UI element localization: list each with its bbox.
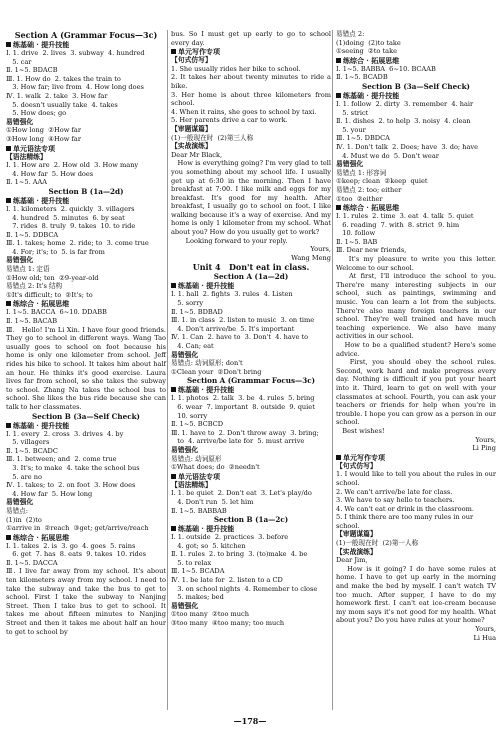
column-divider	[332, 30, 333, 710]
paragraph: How is it going? I do have some rules at home. I have to get up early in the morning and make the bed by myself. I can't watch TV too much. After supper, I have to do my homework first. I can't eat ice-cream because my mom says it's not good for my health. What about you? Do you have rules at your home?	[336, 564, 499, 625]
section-heading: Section B (1a—2c)	[213, 515, 289, 525]
answer-line: 易错点 2:	[336, 30, 365, 38]
answer-line: Ⅱ. 1~5. DACCA	[6, 558, 58, 567]
answer-line: 5. your	[336, 125, 366, 134]
answer-line: 7. rides 8. truly 9. takes 10. to ride	[6, 222, 136, 231]
answer-line: 6. get 7. has 8. eats 9. takes 10. rides	[6, 550, 147, 559]
section-tag	[6, 40, 166, 49]
answer-line: 4. Must we do 5. Don't wear	[336, 151, 439, 160]
answer-line: 5. car	[6, 57, 32, 66]
section-tag-label: 练基础 · 提升技能	[178, 281, 235, 291]
answer-line: 4. Don't arrive/be 5. It's important	[171, 324, 295, 333]
answer-line: 4. Don't run 5. let him	[171, 497, 254, 506]
answer-line: Ⅲ. 1. have to 2. Don't throw away 3. bring;	[171, 428, 319, 437]
section-tag	[6, 144, 166, 153]
paragraph: 2. It takes her about twenty minutes to ride a bike.	[171, 73, 334, 90]
answer-line: 4. For; it's; to 5. is far from	[6, 247, 105, 256]
section-tag	[171, 47, 331, 56]
answer-line: 5. strict	[336, 108, 369, 117]
subsection-label: 易错强化	[336, 160, 364, 169]
answer-line: 易错点: 动词原形	[171, 454, 222, 463]
section-tag-label: 单元写作专项	[343, 452, 385, 462]
answer-line: 3. How far; live from 4. How long does	[6, 83, 144, 92]
square-bullet-icon	[336, 205, 341, 210]
subsection-label: 易错强化	[171, 601, 199, 610]
answer-line: Ⅰ. 1. hall 2. fights 3. rules 4. Listen	[171, 290, 293, 299]
answer-line: (1)in (2)to	[6, 515, 42, 524]
answer-line: ①What does; do ②needn't	[171, 463, 260, 472]
answer-line: Ⅳ. 1. Can 2. have to 3. Don't 4. have to	[171, 333, 309, 342]
subsection-label: 易错强化	[6, 498, 34, 507]
subsection-label: 【审题谋篇】	[171, 124, 212, 133]
section-heading: Section B (1a—2d)	[48, 186, 124, 196]
answer-line: Ⅰ. 1. takes 2. is 3. go 4. goes 5. rains	[6, 541, 136, 550]
answer-line: Ⅰ. 1~5. BACCA 6~10. DDABB	[6, 308, 107, 317]
answer-line: 5. to relax	[171, 558, 212, 567]
answer-line: Ⅰ. 1. rules 2. time 3. eat 4. talk 5. quiet	[336, 212, 474, 221]
column-right	[336, 30, 499, 642]
subsection-label: 【语法精练】	[171, 480, 212, 489]
subsection-label: 易错强化	[6, 256, 34, 265]
section-tag-label: 练基础 · 提升技能	[343, 90, 400, 100]
answer-line: Ⅰ. 1. follow 2. dirty 3. remember 4. hair	[336, 99, 474, 108]
answer-line: ①keep; clean ②keep quiet	[336, 177, 428, 186]
answer-line: Ⅱ. 1~5. BAB	[336, 237, 378, 246]
paragraph: 4. When it rains, she goes to school by taxi.	[171, 107, 317, 116]
answer-line: 5. sorry	[171, 299, 204, 308]
answer-line: Ⅲ. 1. between; and 2. come true	[6, 455, 117, 464]
answer-line: Best wishes!	[336, 426, 385, 435]
answer-line: 易错点:	[6, 506, 29, 515]
section-heading: Section A (Grammar Focus—3c)	[186, 376, 316, 386]
answer-line: Ⅲ. 1. in class 2. listen to music 3. on time	[171, 316, 315, 325]
square-bullet-icon	[6, 198, 11, 203]
column-middle	[171, 30, 334, 628]
answer-line: 4. Can; eat	[171, 342, 214, 350]
answer-line: 5. makes; bed	[171, 593, 224, 602]
answer-line: Ⅱ. 1. rules 2. to bring 3. (to)make 4. be	[171, 550, 308, 559]
answer-line: 4. We can't eat or drink in the classroom.	[336, 504, 474, 513]
signature-line: Li Ping	[472, 444, 496, 453]
section-tag-label: 练基础 · 提升技能	[178, 524, 235, 534]
answer-line: 易错点 1: 定语	[6, 265, 50, 274]
answer-line: Ⅳ. 1. walk 2. take 3. How far	[6, 91, 108, 100]
section-tag-label: 练基础 · 提升技能	[178, 385, 235, 395]
paragraph: First, you should obey the school rules. Second, work hard and make progress every day. Nothing is difficult if you put your heart into it. Third, learn to get on well with your classmates at school. Fourth, you can ask your teachers or friends for help when you're in trouble. I hope you can grow as a person in our school.	[336, 358, 499, 427]
answer-line: Ⅱ. 1~5. BDBAD	[171, 307, 223, 316]
answer-line: Ⅱ. 1~5. BABBAB	[171, 506, 227, 515]
answer-line: Ⅱ. 1. dishes 2. to help 3. noisy 4. clean	[336, 117, 471, 126]
answer-line: 6. wear 7. important 8. outside 9. quiet	[171, 402, 315, 411]
answer-line: 4. hundred 5. minutes 6. by seat	[6, 213, 125, 222]
square-bullet-icon	[171, 49, 176, 54]
paragraph: 3. Her home is about three kilometers from school.	[171, 90, 334, 108]
signature-line: Wang Meng	[291, 253, 331, 262]
section-tag	[171, 385, 331, 394]
section-tag-label: 练综合 · 拓展思维	[343, 55, 400, 65]
paragraph: How is everything going? I'm very glad to tell you something about my school life. I usually get up at 6:30 in the morning. Then I have breakfast at 7:00. I like milk and eggs for my breakfast. It's good for my health. After breakfast, I usually go to school on foot. I like walking because it's a way of exercise. And my home is only 1 kilometer from my school. What about you? How do you usually get to work?	[171, 159, 334, 237]
section-tag	[336, 453, 496, 462]
answer-line: 10. follow	[336, 229, 376, 238]
section-tag-label: 练综合 · 拓展思维	[343, 203, 400, 213]
answer-line: Ⅲ. 1~5. DBDCA	[336, 134, 390, 143]
answer-line: (1)一般现在时 (2)第三人称	[171, 133, 254, 142]
subsection-label: 易错强化	[171, 445, 199, 454]
square-bullet-icon	[336, 455, 341, 460]
answer-line: Ⅰ. 1. drive 2. lives 3. subway 4. hundred	[6, 49, 145, 57]
section-tag	[336, 91, 496, 100]
section-tag-label: 单元语法专项	[13, 143, 55, 153]
answer-line: ③too many ④too many; too much	[171, 619, 285, 628]
square-bullet-icon	[336, 93, 341, 98]
section-tag-label: 练综合 · 拓展思维	[13, 532, 70, 542]
answer-line: 5. villagers	[6, 438, 50, 447]
section-tag-label: 练基础 · 提升技能	[13, 420, 70, 430]
answer-line: 5. Her parents drive a car to work.	[171, 116, 288, 125]
answer-line: 1. She usually rides her bike to school.	[171, 64, 301, 73]
answer-line: 3. It's; to make 4. take the school bus	[6, 463, 140, 472]
square-bullet-icon	[171, 526, 176, 531]
subsection-label: 【实战演练】	[171, 142, 212, 151]
section-tag	[336, 56, 496, 65]
signature-line: Yours,	[475, 625, 496, 633]
subsection-label: 【语法精练】	[6, 152, 47, 161]
answer-line: Ⅰ. 1. photos 2. talk 3. be 4. rules 5. bring	[171, 394, 315, 403]
section-tag-label: 单元写作专项	[178, 47, 220, 57]
signature-line: Yours,	[310, 245, 331, 254]
answer-line: Ⅲ. 1. How do 2. takes the train to	[6, 74, 121, 83]
paragraph: It's my pleasure to write you this letter. Welcome to our school.	[336, 255, 499, 272]
section-tag	[171, 472, 331, 481]
paragraph: bus. So I must get up early to go to school every day.	[171, 30, 334, 47]
answer-line: Ⅳ. 1. takes; to 2. on foot 3. How does	[6, 481, 136, 490]
subsection-label: 【实战演练】	[336, 547, 377, 556]
answer-line: ①It's difficult; to ②It's; to	[6, 290, 93, 299]
section-tag	[336, 203, 496, 212]
answer-line: Ⅱ. 1~5. BCADC	[6, 446, 58, 455]
square-bullet-icon	[171, 387, 176, 392]
answer-line: Ⅱ. 1~5. BACAB	[6, 317, 58, 326]
signature-line: Yours,	[475, 435, 496, 444]
paragraph: At first, I'll introduce the school to you. There're many interesting subjects in our school, such as paintings, swimming and music. You can learn a lot from the subjects. There're also many foreign teachers in our school. They're well trained and have much teaching experience. We also have many activities in our school.	[336, 272, 499, 341]
answer-line: 易错点: 动词原形; don't	[171, 359, 243, 368]
answer-line: 5. I think there are too many rules in our school.	[336, 513, 476, 530]
answer-line: 易错点 2: It's 结构	[6, 282, 63, 291]
section-tag	[6, 196, 166, 205]
answer-line: Ⅰ. 1. outside 2. practices 3. before	[171, 533, 289, 542]
answer-line: ①How long ②How far	[6, 126, 82, 135]
answer-line: ①too ②either	[336, 194, 383, 203]
section-tag	[6, 421, 166, 430]
section-tag	[6, 299, 166, 308]
answer-line: Ⅰ. 1. be quiet 2. Don't eat 3. Let's play/do	[171, 489, 312, 498]
section-tag-label: 练综合 · 拓展思维	[13, 299, 70, 309]
answer-line: ①Clean your ②Don't bring	[171, 367, 262, 376]
answer-line: Ⅱ. 1~5. DDBCA	[6, 230, 59, 239]
subsection-label: 【句式仿写】	[171, 56, 212, 65]
section-tag	[171, 281, 331, 290]
square-bullet-icon	[6, 42, 11, 47]
answer-line: Ⅲ. 1. takes; home 2. ride; to 3. come true	[6, 239, 149, 248]
answer-line: Ⅰ. 1. How are 2. How old 3. How many	[6, 161, 139, 170]
answer-line: 4. How far 5. How does	[6, 169, 94, 178]
paragraph: Ⅲ. I live far away from my school. It's about ten kilometers away from my school. I need to take the subway and take the bus to get to school. First I take the subway to Nanjing Street. Then I take bus to get to school. It takes me about fifteen minutes to Nanjing Street and then it takes me about half an hour to get to school by	[6, 567, 169, 636]
page-number: —178—	[233, 716, 267, 726]
section-heading: Unit 4 Don't eat in class.	[192, 262, 310, 273]
answer-line: 易错点 1: 形容词	[336, 168, 387, 177]
answer-line: 5. doesn't usually take 4. takes	[6, 100, 118, 109]
answer-line: ①arrive in ②reach ③get; get/arrive/reach	[6, 524, 149, 533]
column-divider	[167, 30, 168, 710]
answer-line: 3. on school nights 4. Remember to close	[171, 584, 318, 593]
answer-line: Ⅲ. Dear new friends,	[336, 246, 407, 255]
answer-line: Ⅱ. 1~5. BCADB	[336, 73, 388, 82]
square-bullet-icon	[336, 58, 341, 63]
answer-line: Ⅰ. 1. every 2. cross 3. drives 4. by	[6, 429, 124, 438]
section-heading: Section A (1a—2d)	[213, 272, 289, 282]
answer-line: Ⅱ. 1~5. BCBCD	[171, 420, 224, 429]
subsection-label: 易错强化	[6, 117, 34, 126]
square-bullet-icon	[6, 423, 11, 428]
section-heading: Section A (Grammar Focus—3c)	[14, 30, 158, 40]
square-bullet-icon	[6, 146, 11, 151]
answer-line: 4. got; so 5. kitchen	[171, 541, 246, 550]
answer-line: 4. How far 5. How long	[6, 489, 93, 498]
answer-line: Dear Jim,	[336, 556, 368, 565]
answer-line: Ⅱ. 1~5. BDACB	[6, 66, 58, 75]
answer-line: 2. We can't arrive/be late for class.	[336, 487, 453, 496]
section-tag-label: 练基础 · 提升技能	[13, 195, 70, 205]
answer-line: Ⅳ. 1. Don't talk 2. Does; have 3. do; have	[336, 142, 479, 151]
answer-line: ③How long ④How far	[6, 134, 82, 143]
answer-line: 6. reading 7. with 8. strict 9. him	[336, 220, 460, 229]
signature-line: Li Hua	[473, 633, 496, 642]
square-bullet-icon	[6, 535, 11, 540]
square-bullet-icon	[171, 283, 176, 288]
subsection-label: 易错强化	[171, 350, 199, 359]
answer-line: ①How old; ten ②9-year-old	[6, 273, 99, 282]
answer-line: 5. are no	[6, 472, 42, 481]
answer-line: Ⅲ. 1~5. BCADA	[171, 567, 225, 576]
section-tag	[6, 533, 166, 542]
answer-line: 易错点 2: too; either	[336, 185, 402, 194]
square-bullet-icon	[171, 474, 176, 479]
answer-line: Ⅱ. 1~5. AAA	[6, 178, 48, 187]
section-heading: Section B (3a—Self Check)	[362, 81, 470, 91]
answer-line: Ⅳ. 1. be late for 2. listen to a CD	[171, 576, 283, 585]
answer-line: ①seeing ②to take	[336, 47, 397, 56]
answer-line: Ⅰ. 1~5. BABBA 6~10. BCAAB	[336, 64, 436, 73]
answer-line: 10. sorry	[171, 411, 208, 420]
subsection-label: 【审题谋篇】	[336, 530, 377, 539]
section-tag-label: 练基础 · 提升技能	[13, 40, 70, 49]
section-heading: Section B (3a—Self Check)	[32, 411, 140, 421]
column-left	[6, 30, 169, 636]
square-bullet-icon	[6, 301, 11, 306]
subsection-label: 【句式仿写】	[336, 461, 377, 470]
answer-line: Looking forward to your reply.	[171, 236, 288, 245]
answer-line: Ⅰ. 1. kilometers 2. quickly 3. villagers	[6, 204, 135, 213]
answer-line: ①too many ②too much	[171, 610, 249, 619]
answer-line: 3. We have to say hello to teachers.	[336, 496, 455, 505]
answer-line: (1)doing (2)to take	[336, 38, 401, 47]
paragraph: Ⅲ. Hello! I'm Li Xin. I have four good friends. They go to school in different ways. Wang Tao usually goes to school on foot because his home is only one kilometer from school. Jeff rides his bike to school. It takes him about half an hour. He thinks it's good exercise. Laura lives far from school, so she takes the subway to school. Zhang Na takes the school bus to school. She likes the bus ride because she can talk to her classmates.	[6, 325, 169, 411]
answer-line: Dear Mr Black,	[171, 150, 223, 159]
answer-line: to 4. arrive/be late for 5. must arrive	[171, 437, 305, 446]
section-tag	[171, 524, 331, 533]
paragraph: How to be a qualified student? Here's some advice.	[336, 341, 499, 358]
answer-line: (1)一般现在时 (2)第一人称	[336, 539, 419, 548]
section-tag-label: 单元语法专项	[178, 471, 220, 481]
answer-line: 5. How does; go	[6, 109, 67, 118]
paragraph: 1. I would like to tell you about the rules in our school.	[336, 470, 499, 487]
